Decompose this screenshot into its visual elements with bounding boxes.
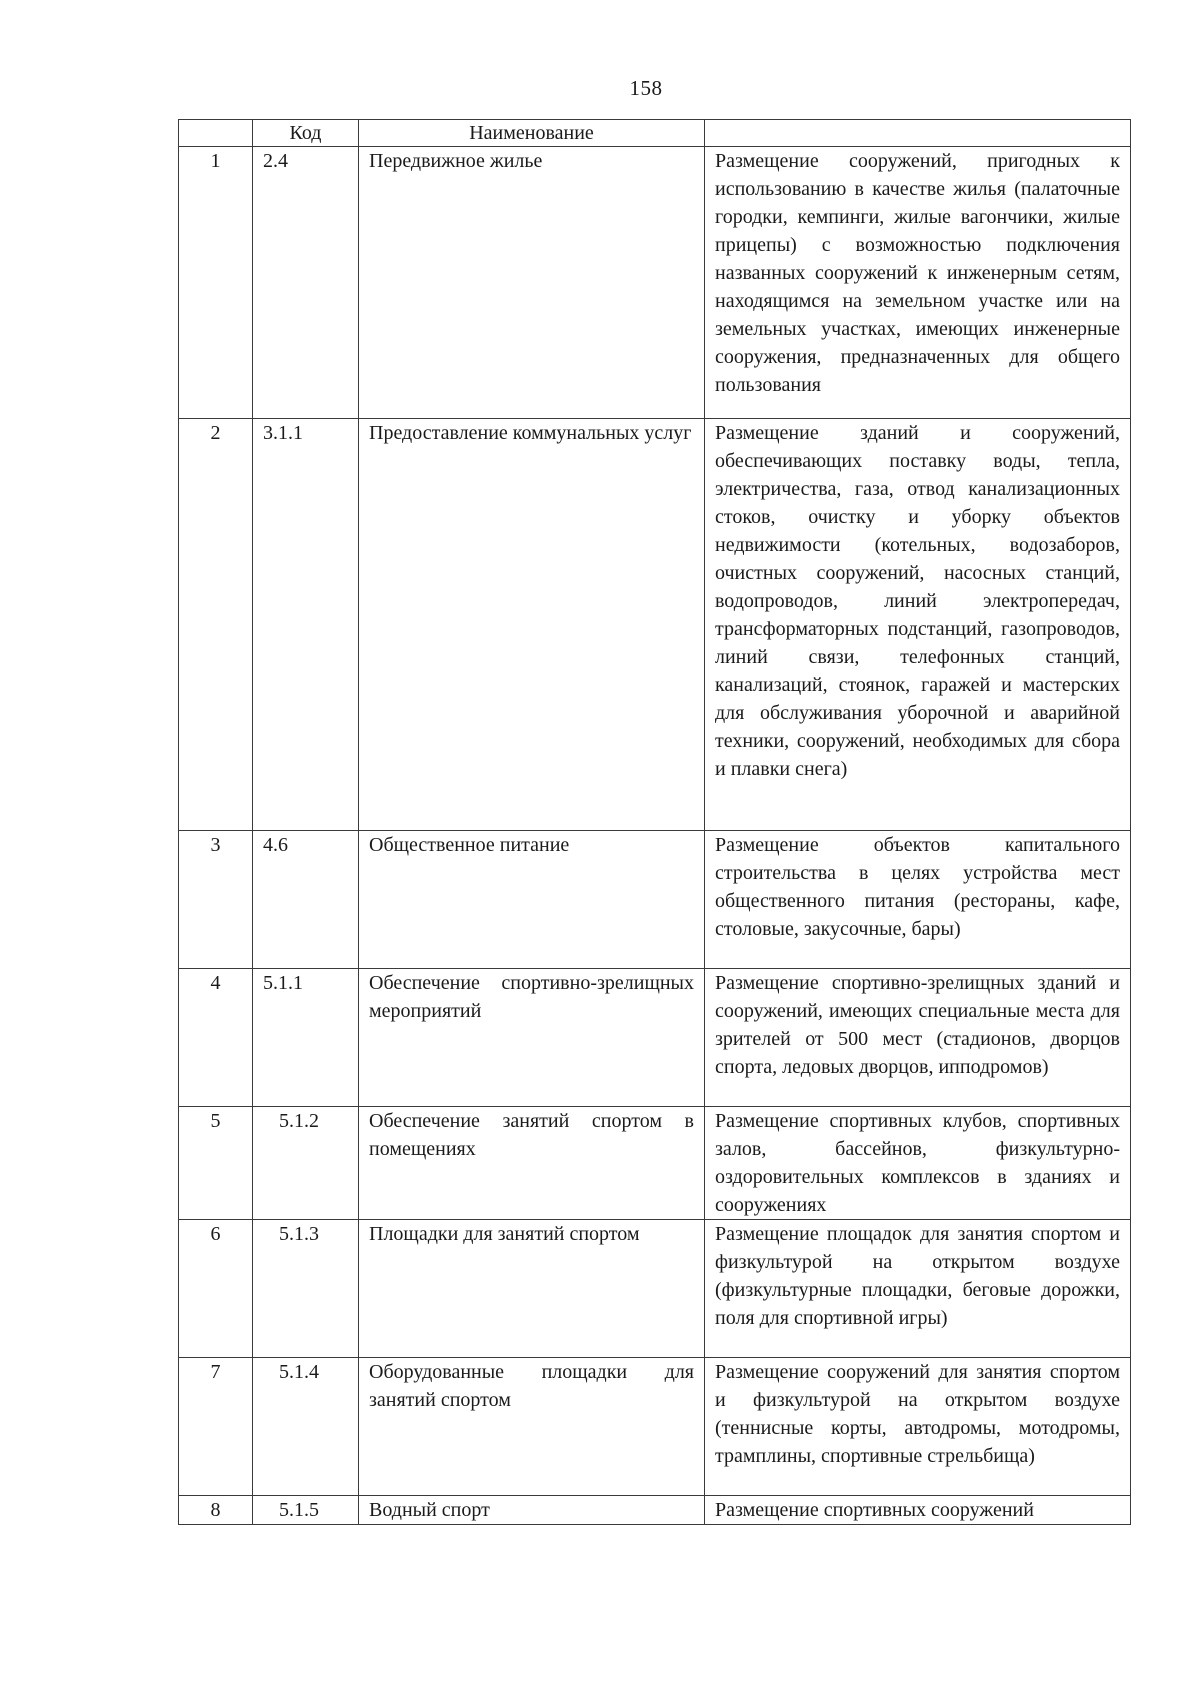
table-row xyxy=(179,969,1131,1107)
row-code: 4.6 xyxy=(253,831,359,969)
row-desc: Размещение спортивных сооружений xyxy=(705,1496,1131,1525)
row-code: 5.1.5 xyxy=(253,1496,359,1525)
row-code: 5.1.1 xyxy=(253,969,359,1107)
row-num: 6 xyxy=(179,1220,253,1358)
row-desc: Размещение сооружений для занятия спортом и физкультурой на открытом воздухе (теннисные корты, автодромы, мотодромы, трамплины, спортивные стрельбища) xyxy=(705,1358,1131,1496)
row-num: 5 xyxy=(179,1107,253,1220)
table-row xyxy=(179,831,1131,969)
header-num xyxy=(179,120,253,147)
row-name: Общественное питание xyxy=(359,831,705,969)
table-row xyxy=(179,1107,1131,1220)
row-name: Предоставление коммунальных услуг xyxy=(359,419,705,831)
page-number: 158 xyxy=(629,76,663,100)
row-code: 3.1.1 xyxy=(253,419,359,831)
table-row xyxy=(179,1496,1131,1525)
row-desc: Размещение спортивных клубов, спортивных залов, бассейнов, физкультурно-оздоровительных комплексов в зданиях и сооружениях xyxy=(705,1107,1131,1220)
row-desc: Размещение зданий и сооружений, обеспечивающих поставку воды, тепла, электричества, газа, отвод канализационных стоков, очистку и уборку объектов недвижимости (котельных, водозаборов, очистных сооружений, насосных станций, водопроводов, линий электропередач, трансформаторных подстанций, газопроводов, линий связи, телефонных станций, канализаций, стоянок, гаражей и мастерских для обслуживания уборочной и аварийной техники, сооружений, необходимых для сбора и плавки снега) xyxy=(705,419,1131,831)
row-num: 7 xyxy=(179,1358,253,1496)
row-code: 5.1.2 xyxy=(253,1107,359,1220)
row-desc: Размещение спортивно-зрелищных зданий и сооружений, имеющих специальные места для зрителей от 500 мест (стадионов, дворцов спорта, ледовых дворцов, ипподромов) xyxy=(705,969,1131,1107)
row-num: 3 xyxy=(179,831,253,969)
row-name: Оборудованные площадки для занятий спортом xyxy=(359,1358,705,1496)
table-row xyxy=(179,1220,1131,1358)
header-desc xyxy=(705,120,1131,147)
row-num: 1 xyxy=(179,147,253,419)
row-code: 2.4 xyxy=(253,147,359,419)
row-code: 5.1.4 xyxy=(253,1358,359,1496)
row-desc: Размещение площадок для занятия спортом и физкультурой на открытом воздухе (физкультурные площадки, беговые дорожки, поля для спортивной игры) xyxy=(705,1220,1131,1358)
row-name: Передвижное жилье xyxy=(359,147,705,419)
row-name: Обеспечение занятий спортом в помещениях xyxy=(359,1107,705,1220)
row-desc: Размещение сооружений, пригодных к использованию в качестве жилья (палаточные городки, кемпинги, жилые вагончики, жилые прицепы) с возможностью подключения названных сооружений к инженерным сетям, находящимся на земельном участке или на земельных участках, имеющих инженерные сооружения, предназначенных для общего пользования xyxy=(705,147,1131,419)
row-num: 4 xyxy=(179,969,253,1107)
header-code: Код xyxy=(253,120,359,147)
row-desc: Размещение объектов капитального строительства в целях устройства мест общественного питания (рестораны, кафе, столовые, закусочные, бары) xyxy=(705,831,1131,969)
table-row xyxy=(179,419,1131,831)
row-name: Площадки для занятий спортом xyxy=(359,1220,705,1358)
row-num: 2 xyxy=(179,419,253,831)
table-row xyxy=(179,147,1131,419)
land-use-table xyxy=(178,119,1131,1525)
row-code: 5.1.3 xyxy=(253,1220,359,1358)
row-num: 8 xyxy=(179,1496,253,1525)
row-name: Водный спорт xyxy=(359,1496,705,1525)
table-header-row xyxy=(179,120,1131,147)
row-name: Обеспечение спортивно-зрелищных мероприятий xyxy=(359,969,705,1107)
header-name: Наименование xyxy=(359,120,705,147)
table-row xyxy=(179,1358,1131,1496)
